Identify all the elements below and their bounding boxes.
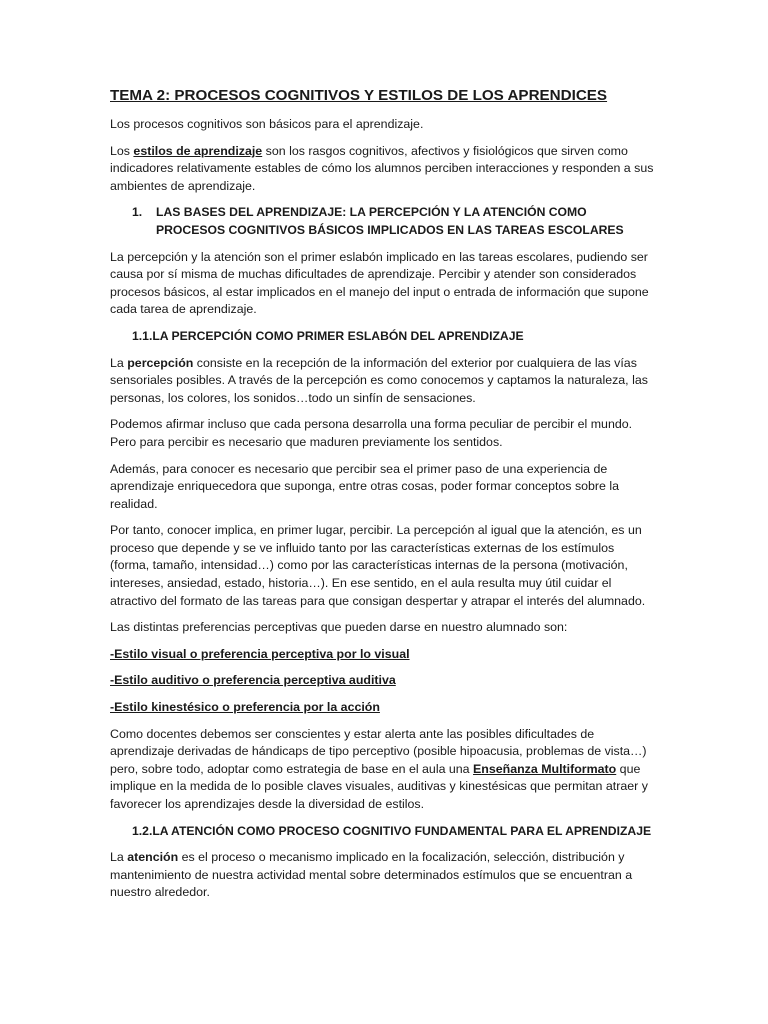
por-tanto-paragraph: Por tanto, conocer implica, en primer lugar, percibir. La percepción al igual que la atención, es un proceso que depende y se ve influido tanto por las características externas de los estímulos (forma, tamaño, intensidad…) como por las características internas de la persona (motivación, intereses, ansiedad, estado, historia…). En ese sentido, en el aula resulta muy útil cuidar el atractivo del formato de las tareas para que consigan despertar y atrapar el interés del alumnado. [110, 523, 646, 608]
perception-paragraph [110, 355, 656, 408]
learning-styles-paragraph [110, 143, 656, 196]
text-run: es el proceso o mecanismo implicado en la focalización, selección, distribución y mantenimiento de nuestra actividad mental sobre determinados estímulos que se encuentran a nuestro alrededor. [110, 850, 633, 900]
podemos-paragraph: Podemos afirmar incluso que cada persona desarrolla una forma peculiar de percibir el mundo. Pero para percibir es necesario que maduren previamente los sentidos. [110, 417, 633, 449]
section-1-2-heading: 1.2.LA ATENCIÓN COMO PROCESO COGNITIVO FUNDAMENTAL PARA EL APRENDIZAJE [132, 823, 652, 838]
text-run: La [110, 355, 128, 370]
multiformat-term: Enseñanza Multiformato [473, 761, 617, 776]
document-page [110, 86, 656, 911]
section-1-heading [110, 204, 656, 239]
preferences-intro-paragraph: Las distintas preferencias perceptivas que pueden darse en nuestro alumnado son: [110, 620, 568, 635]
style-auditory: -Estilo auditivo o preferencia perceptiva auditiva [110, 673, 396, 688]
intro-paragraph: Los procesos cognitivos son básicos para el aprendizaje. [110, 117, 424, 131]
ademas-paragraph: Además, para conocer es necesario que percibir sea el primer paso de una experiencia de aprendizaje enriquecedora que suponga, entre otras cosas, poder formar conceptos sobre la realidad. [110, 461, 620, 511]
text-run: son los rasgos cognitivos, afectivos y fisiológicos que sirven como indicadores relativamente estables de cómo los alumnos perciben interacciones y responden a sus ambientes de aprendizaje. [110, 143, 654, 193]
text-run: Como docentes debemos ser conscientes y estar alerta ante las posibles dificultades de aprendizaje derivadas de hándicaps de tipo perceptivo (posible hipoacusia, problemas de vista…) pero, sobre todo, adoptar como estrategia de base en el aula una [110, 726, 647, 776]
text-run: que implique en la medida de lo posible claves visuales, auditivas y kinestésicas que permitan atraer y favorecer los aprendizajes desde la diversidad de estilos. [110, 761, 648, 811]
teachers-paragraph [110, 726, 656, 814]
learning-styles-term: estilos de aprendizaje [133, 143, 263, 158]
text-run: consiste en la recepción de la información del exterior por cualquiera de las vías sensoriales posibles. A través de la percepción es como conocemos y captamos la naturaleza, las personas, los colores, los sonidos…todo un sinfín de sensaciones. [110, 355, 648, 405]
attention-term: atención [127, 850, 179, 865]
attention-paragraph [110, 849, 656, 902]
section-1-number: 1. [132, 205, 143, 220]
section-1-1-heading: 1.1.LA PERCEPCIÓN COMO PRIMER ESLABÓN DEL APRENDIZAJE [132, 328, 524, 343]
style-kinesthetic: -Estilo kinestésico o preferencia por la acción [110, 700, 380, 715]
section-1-paragraph: La percepción y la atención son el primer eslabón implicado en las tareas escolares, pudiendo ser causa por sí misma de muchas dificultades de aprendizaje. Percibir y atender son considerados procesos básicos, al estar implicados en el manejo del input o entrada de información que supone cada tarea de aprendizaje. [110, 249, 649, 317]
document-title: TEMA 2: PROCESOS COGNITIVOS Y ESTILOS DE LOS APRENDICES [110, 87, 608, 104]
text-run: Los [110, 143, 134, 158]
perception-term: percepción [127, 355, 194, 370]
text-run: La [110, 850, 128, 865]
style-visual: -Estilo visual o preferencia perceptiva por lo visual [110, 646, 410, 661]
section-1-title: LAS BASES DEL APRENDIZAJE: LA PERCEPCIÓN Y LA ATENCIÓN COMO PROCESOS COGNITIVOS BÁSICOS IMPLICADOS EN LAS TAREAS ESCOLARES [156, 205, 624, 237]
